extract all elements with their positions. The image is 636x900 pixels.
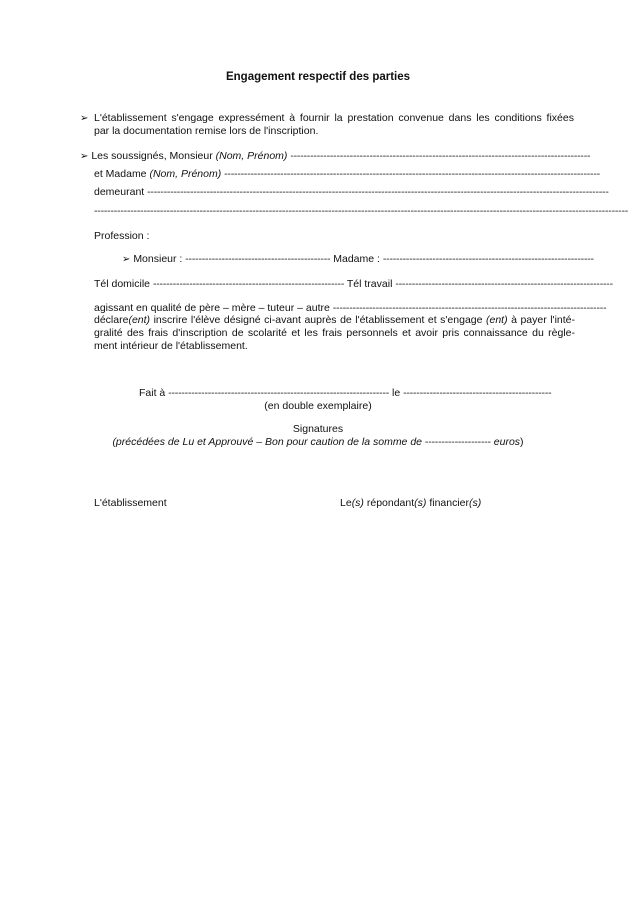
madame-label: et Madame xyxy=(94,168,147,180)
madame-name-field[interactable]: ------------------------------------------------------------------------------------------------------------------ xyxy=(224,168,600,180)
profession-madame-field[interactable]: ---------------------------------------------------------------- xyxy=(382,253,594,265)
date-field[interactable]: --------------------------------------------- xyxy=(403,387,552,399)
signatures-mention: (précédées de Lu et Approuvé – Bon pour caution de la somme de -------------------- euros) xyxy=(112,436,524,448)
demeurant-line xyxy=(94,186,609,199)
telephone-line xyxy=(94,278,613,291)
profession-monsieur-field[interactable]: -------------------------------------------- xyxy=(185,253,331,265)
address-field[interactable]: -------------------------------------------------------------------------------------------------------------------------------------------- xyxy=(147,186,609,198)
page-title: Engagement respectif des parties xyxy=(225,71,411,83)
clause1-line1: L'établissement s'engage expressément à fournir la prestation convenue dans les conditions fixées xyxy=(94,112,574,124)
bullet-icon: ➢ xyxy=(122,254,131,265)
monsieur-name-field[interactable]: ------------------------------------------------------------------------------------------- xyxy=(290,150,591,162)
soussignes-line xyxy=(80,150,591,163)
tel-domicile-field[interactable]: ---------------------------------------------------------- xyxy=(152,278,345,290)
tel-travail-field[interactable]: ------------------------------------------------------------------ xyxy=(395,278,613,290)
declare-line1: déclare(ent) inscrire l'élève désigné ci-avant auprès de l'établissement et s'engage (ent) à payer l'inté- xyxy=(94,314,575,326)
caution-amount-field[interactable]: -------------------- xyxy=(424,436,491,448)
profession-line xyxy=(122,253,594,266)
profession-madame-label: Madame : xyxy=(333,253,380,265)
double-exemplaire: (en double exemplaire) xyxy=(264,400,372,412)
clause1-line2: par la documentation remise lors de l'inscription. xyxy=(94,125,319,137)
declare-line3: ment intérieur de l'établissement. xyxy=(94,340,248,352)
le-label: le xyxy=(391,387,401,399)
madame-line xyxy=(94,168,600,181)
repondant-signature-label: Le(s) répondant(s) financier(s) xyxy=(340,497,482,509)
fait-a-field[interactable]: ------------------------------------------------------------------- xyxy=(168,387,390,399)
nom-prenom-hint: (Nom, Prénom) xyxy=(149,168,222,180)
qualite-label: agissant en qualité de père – mère – tuteur – autre xyxy=(94,302,330,314)
demeurant-label: demeurant xyxy=(94,186,145,198)
etablissement-signature-label: L'établissement xyxy=(94,497,167,509)
soussignes-label: Les soussignés, Monsieur xyxy=(91,150,213,162)
address-field-continued[interactable]: ------------------------------------------------------------------------------------------------------------------------------------------------------------------ xyxy=(94,205,629,217)
profession-monsieur-label: Monsieur : xyxy=(133,253,183,265)
profession-label: Profession : xyxy=(94,230,150,242)
declare-line2: gralité des frais d'inscription de scolarité et les frais personnels et avoir pris connaissance du règle- xyxy=(94,327,575,339)
tel-domicile-label: Tél domicile xyxy=(94,278,151,290)
fait-a-label: Fait à xyxy=(139,387,166,399)
fait-line xyxy=(139,387,552,400)
bullet-icon: ➢ xyxy=(80,151,89,162)
nom-prenom-hint: (Nom, Prénom) xyxy=(215,150,288,162)
qualite-field[interactable]: ----------------------------------------------------------------------------------- xyxy=(332,302,607,314)
tel-travail-label: Tél travail xyxy=(346,278,393,290)
signatures-label: Signatures xyxy=(292,423,344,435)
bullet-icon: ➢ xyxy=(80,113,89,124)
